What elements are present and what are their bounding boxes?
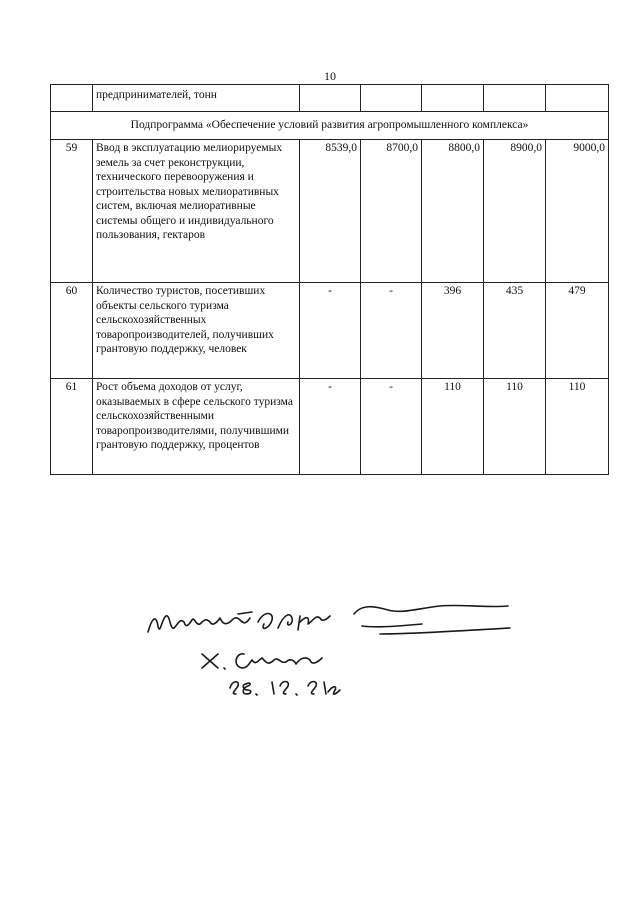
table-cell-value: - bbox=[361, 283, 422, 379]
table-cell-description: Ввод в эксплуатацию мелиорируемых земель за счет реконструкции, технического перевооружения и строительства новых мелиоративных систем, включая мелиоративные системы общего и индивидуального пользования, гектаров bbox=[93, 140, 300, 283]
table-cell-value: 110 bbox=[546, 379, 609, 475]
table-cell-value bbox=[361, 85, 422, 112]
table-cell-value: 8539,0 bbox=[300, 140, 361, 283]
table-row-continuation bbox=[51, 85, 609, 112]
table-cell-value: 9000,0 bbox=[546, 140, 609, 283]
table-cell-value: 435 bbox=[484, 283, 546, 379]
signature-drawing bbox=[140, 588, 540, 698]
table-cell-value bbox=[422, 85, 484, 112]
table-row bbox=[51, 379, 609, 475]
table-cell-description: Количество туристов, посетивших объекты сельского туризма сельскохозяйственных товаропроизводителей, получивших грантовую поддержку, человек bbox=[93, 283, 300, 379]
table-row bbox=[51, 140, 609, 283]
table-cell-num: 59 bbox=[51, 140, 93, 283]
table-cell-description: предпринимателей, тонн bbox=[93, 85, 300, 112]
table-cell-value: 110 bbox=[422, 379, 484, 475]
table-cell-description: Рост объема доходов от услуг, оказываемых в сфере сельского туризма сельскохозяйственными товаропроизводителями, получившими грантовую поддержку, процентов bbox=[93, 379, 300, 475]
table-cell-value bbox=[546, 85, 609, 112]
page-number: 10 bbox=[324, 69, 336, 83]
table-cell-num bbox=[51, 85, 93, 112]
table-cell-num: 61 bbox=[51, 379, 93, 475]
table-cell-value bbox=[484, 85, 546, 112]
indicators-table bbox=[50, 84, 609, 475]
table-cell-value: - bbox=[361, 379, 422, 475]
table-cell-value: 8800,0 bbox=[422, 140, 484, 283]
table-cell-value bbox=[300, 85, 361, 112]
table-row-subprogram bbox=[51, 112, 609, 140]
table-cell-value: 8700,0 bbox=[361, 140, 422, 283]
table-cell-value: 396 bbox=[422, 283, 484, 379]
table-cell-num: 60 bbox=[51, 283, 93, 379]
table-row bbox=[51, 283, 609, 379]
handwritten-signature bbox=[140, 588, 540, 698]
table-cell-value: 8900,0 bbox=[484, 140, 546, 283]
table-cell-value: - bbox=[300, 379, 361, 475]
subprogram-title: Подпрограмма «Обеспечение условий развития агропромышленного комплекса» bbox=[51, 112, 609, 140]
table-cell-value: 479 bbox=[546, 283, 609, 379]
table-cell-value: - bbox=[300, 283, 361, 379]
table-cell-value: 110 bbox=[484, 379, 546, 475]
